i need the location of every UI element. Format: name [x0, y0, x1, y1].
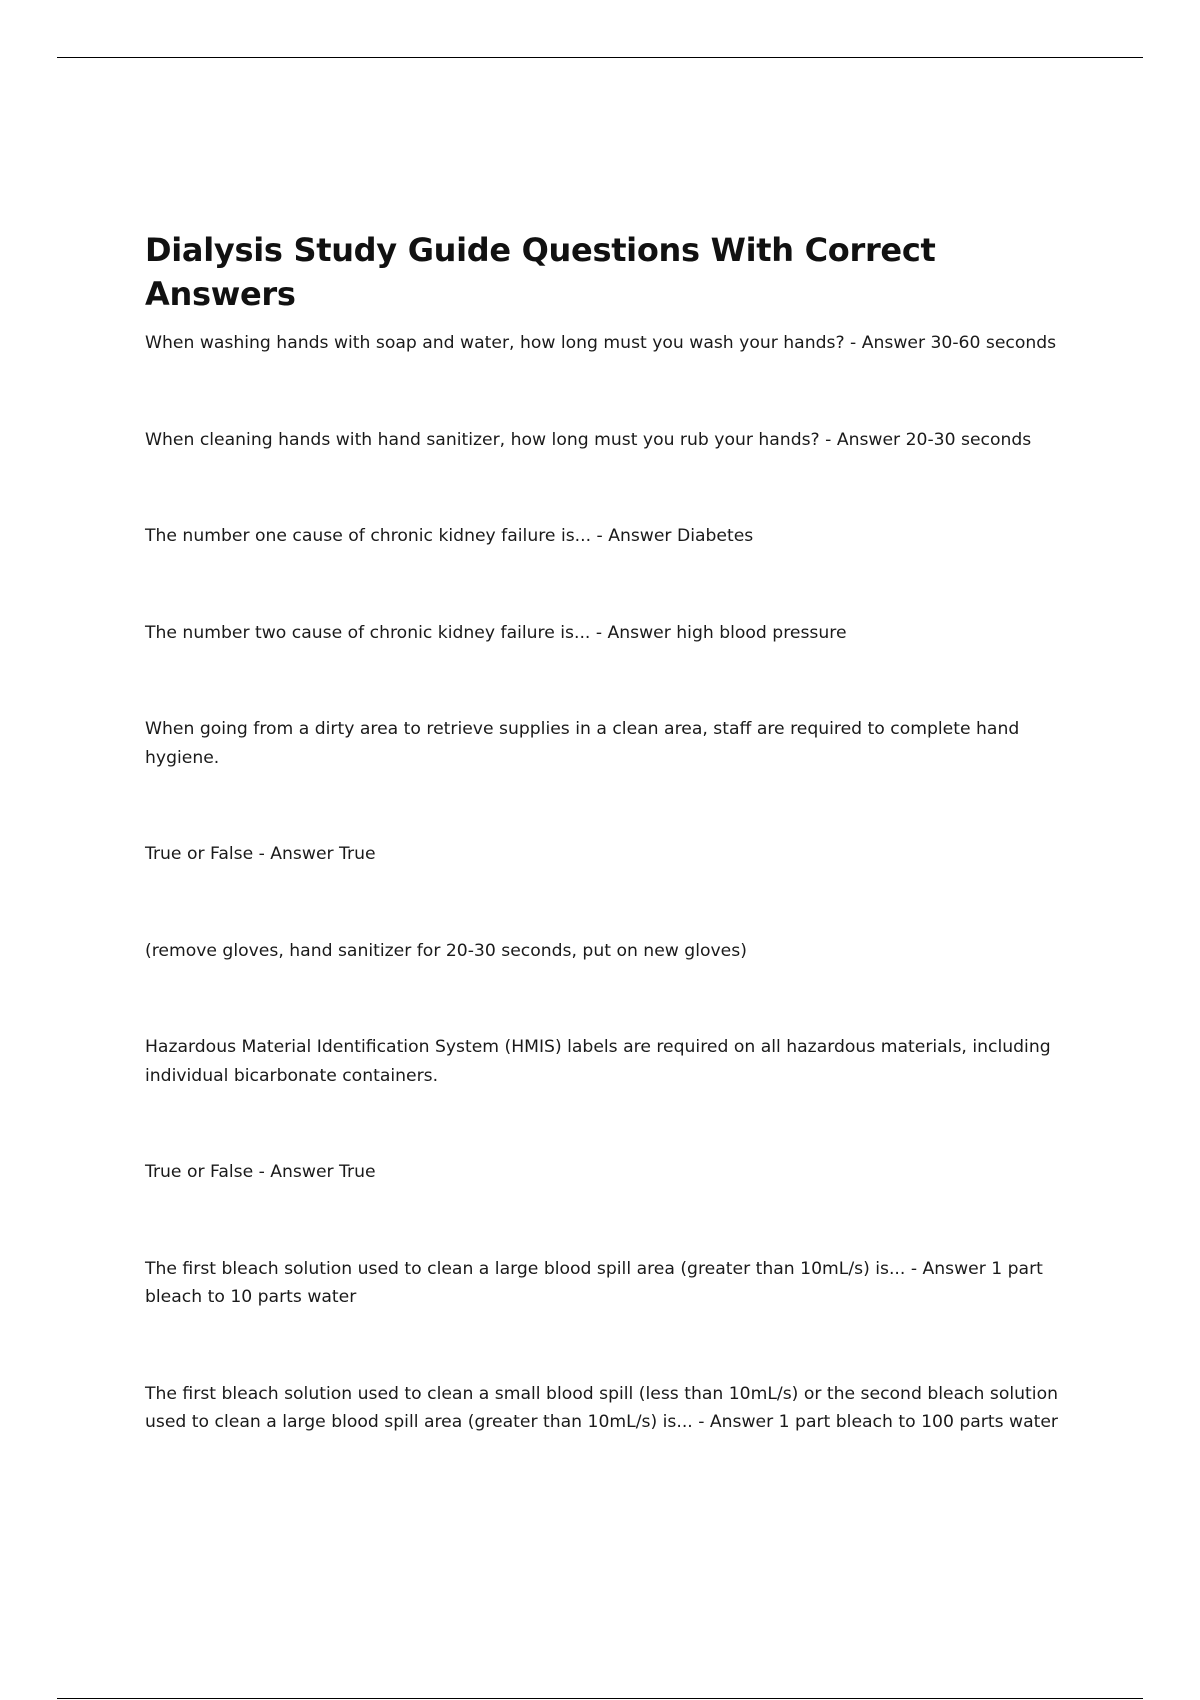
qa-item: (remove gloves, hand sanitizer for 20-30 seconds, put on new gloves) [145, 940, 747, 961]
qa-item: When washing hands with soap and water, how long must you wash your hands? - Answer 30-60 seconds [145, 333, 1057, 353]
qa-list [145, 329, 1095, 1437]
document-body [145, 228, 1095, 1505]
qa-item: True or False - Answer True [145, 844, 376, 864]
bottom-divider [57, 1698, 1143, 1699]
qa-item: The first bleach solution used to clean a small blood spill (less than 10mL/s) or the second bleach solution used to clean a large blood spill area (greater than 10mL/s) is... - Answer 1 part bleach to 100 parts water [145, 1383, 1058, 1432]
qa-item: The first bleach solution used to clean a large blood spill area (greater than 10mL/s) is... - Answer 1 part bleach to 10 parts water [145, 1258, 1043, 1307]
top-divider [57, 57, 1143, 58]
qa-item: True or False - Answer True [145, 1162, 376, 1182]
qa-item: Hazardous Material Identification System (HMIS) labels are required on all hazardous materials, including individual bicarbonate containers. [145, 1037, 1051, 1086]
page-title: Dialysis Study Guide Questions With Correct Answers [145, 231, 936, 313]
qa-item: When cleaning hands with hand sanitizer, how long must you rub your hands? - Answer 20-30 seconds [145, 429, 1032, 450]
qa-item: When going from a dirty area to retrieve supplies in a clean area, staff are required to complete hand hygiene. [145, 719, 1020, 768]
qa-item: The number one cause of chronic kidney failure is... - Answer Diabetes [145, 526, 754, 546]
qa-item: The number two cause of chronic kidney failure is... - Answer high blood pressure [145, 622, 847, 643]
